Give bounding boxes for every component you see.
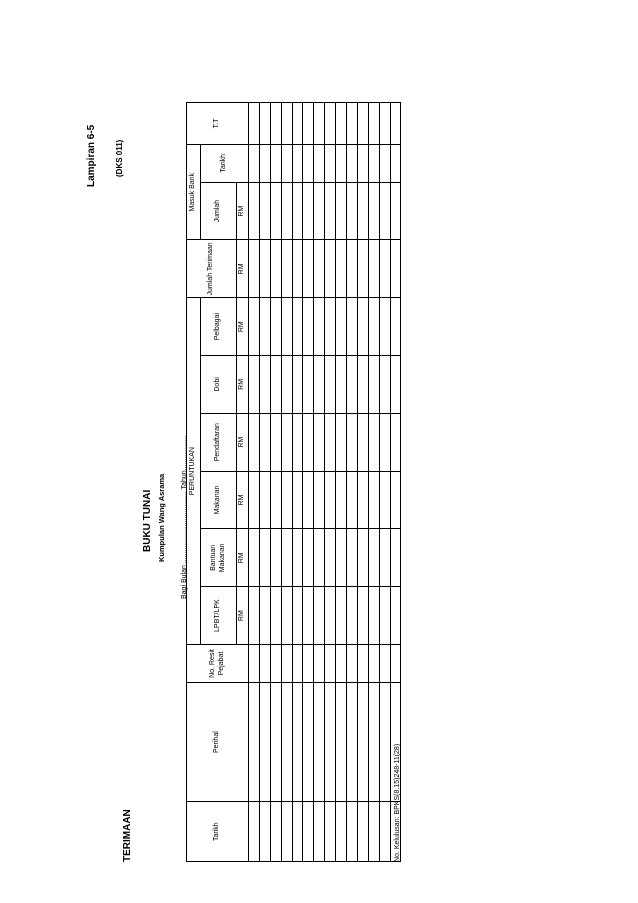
table-cell[interactable]	[390, 182, 401, 240]
table-cell[interactable]	[259, 645, 270, 683]
table-cell[interactable]	[314, 802, 325, 862]
table-cell[interactable]	[390, 240, 401, 298]
table-cell[interactable]	[270, 356, 281, 414]
table-cell[interactable]	[292, 587, 303, 645]
table-cell[interactable]	[390, 587, 401, 645]
table-cell[interactable]	[281, 645, 292, 683]
table-cell[interactable]	[303, 802, 314, 862]
table-cell[interactable]	[336, 144, 347, 182]
table-cell[interactable]	[292, 645, 303, 683]
period-line: Bagi Bulan ..................................... Tahun..................	[181, 435, 188, 599]
table-cell[interactable]	[336, 802, 347, 862]
table-cell[interactable]	[249, 144, 260, 182]
table-cell[interactable]	[390, 471, 401, 529]
table-cell[interactable]	[259, 802, 270, 862]
table-cell[interactable]	[303, 682, 314, 801]
table-cell[interactable]	[357, 471, 368, 529]
table-cell[interactable]	[347, 182, 358, 240]
table-cell[interactable]	[379, 471, 390, 529]
table-cell[interactable]	[357, 413, 368, 471]
table-cell[interactable]	[292, 356, 303, 414]
table-cell[interactable]	[270, 182, 281, 240]
table-cell[interactable]	[249, 802, 260, 862]
table-cell[interactable]	[314, 182, 325, 240]
table-cell[interactable]	[325, 298, 336, 356]
header-perihal: Perihal	[187, 682, 249, 801]
table-cell[interactable]	[325, 587, 336, 645]
table-row	[325, 103, 336, 862]
table-cell[interactable]	[292, 103, 303, 145]
table-cell[interactable]	[357, 356, 368, 414]
table-cell[interactable]	[368, 413, 379, 471]
table-cell[interactable]	[281, 413, 292, 471]
unit-cell: RM	[237, 529, 249, 587]
rotated-page	[64, 102, 584, 862]
table-cell[interactable]	[347, 298, 358, 356]
table-row	[259, 103, 270, 862]
table-cell[interactable]	[379, 144, 390, 182]
table-cell[interactable]	[347, 587, 358, 645]
table-row	[379, 103, 390, 862]
table-cell[interactable]	[357, 103, 368, 145]
unit-cell: RM	[237, 182, 249, 240]
table-cell[interactable]	[303, 144, 314, 182]
table-cell[interactable]	[303, 103, 314, 145]
table-cell[interactable]	[270, 529, 281, 587]
table-cell[interactable]	[314, 356, 325, 414]
table-cell[interactable]	[325, 471, 336, 529]
table-cell[interactable]	[314, 645, 325, 683]
table-cell[interactable]	[336, 471, 347, 529]
table-cell[interactable]	[281, 144, 292, 182]
table-cell[interactable]	[281, 471, 292, 529]
table-cell[interactable]	[368, 356, 379, 414]
table-cell[interactable]	[292, 413, 303, 471]
table-cell[interactable]	[249, 240, 260, 298]
table-cell[interactable]	[390, 356, 401, 414]
table-cell[interactable]	[379, 298, 390, 356]
table-cell[interactable]	[347, 144, 358, 182]
table-cell[interactable]	[314, 103, 325, 145]
header-jumlah: Jumlah	[201, 182, 237, 240]
table-cell[interactable]	[292, 240, 303, 298]
table-cell[interactable]	[281, 529, 292, 587]
table-cell[interactable]	[270, 587, 281, 645]
table-cell[interactable]	[303, 529, 314, 587]
header-makanan: Makanan	[201, 471, 237, 529]
table-cell[interactable]	[390, 529, 401, 587]
table-cell[interactable]	[390, 144, 401, 182]
table-cell[interactable]	[368, 298, 379, 356]
table-cell[interactable]	[325, 682, 336, 801]
table-row	[357, 103, 368, 862]
header-peruntukan: PERUNTUKAN	[187, 298, 201, 645]
table-cell[interactable]	[314, 682, 325, 801]
table-row	[281, 103, 292, 862]
header-tarikh: Tarikh	[187, 802, 249, 862]
table-cell[interactable]	[347, 413, 358, 471]
header-tarikh-bank: Tarikh	[201, 144, 249, 182]
table-cell[interactable]	[347, 529, 358, 587]
table-cell[interactable]	[368, 529, 379, 587]
table-cell[interactable]	[259, 144, 270, 182]
table-cell[interactable]	[379, 103, 390, 145]
table-cell[interactable]	[281, 103, 292, 145]
table-cell[interactable]	[292, 144, 303, 182]
table-cell[interactable]	[325, 413, 336, 471]
unit-cell: RM	[237, 298, 249, 356]
table-cell[interactable]	[357, 144, 368, 182]
table-cell[interactable]	[270, 802, 281, 862]
table-cell[interactable]	[249, 471, 260, 529]
table-cell[interactable]	[249, 103, 260, 145]
table-cell[interactable]	[249, 356, 260, 414]
table-cell[interactable]	[390, 413, 401, 471]
table-cell[interactable]	[249, 298, 260, 356]
table-row	[368, 103, 379, 862]
table-cell[interactable]	[368, 103, 379, 145]
header-pendaftaran: Pendaftaran	[201, 413, 237, 471]
table-cell[interactable]	[314, 471, 325, 529]
unit-cell: RM	[237, 413, 249, 471]
table-cell[interactable]	[368, 471, 379, 529]
table-cell[interactable]	[270, 413, 281, 471]
table-cell[interactable]	[259, 682, 270, 801]
table-cell[interactable]	[325, 356, 336, 414]
table-cell[interactable]	[347, 682, 358, 801]
table-cell[interactable]	[336, 240, 347, 298]
table-cell[interactable]	[379, 182, 390, 240]
table-cell[interactable]	[270, 645, 281, 683]
table-cell[interactable]	[303, 356, 314, 414]
table-cell[interactable]	[314, 240, 325, 298]
table-cell[interactable]	[270, 298, 281, 356]
table-cell[interactable]	[314, 529, 325, 587]
table-cell[interactable]	[281, 356, 292, 414]
table-cell[interactable]	[249, 645, 260, 683]
table-cell[interactable]	[368, 645, 379, 683]
table-cell[interactable]	[249, 413, 260, 471]
table-row	[336, 103, 347, 862]
table-cell[interactable]	[347, 103, 358, 145]
table-cell[interactable]	[325, 144, 336, 182]
table-cell[interactable]	[314, 587, 325, 645]
table-cell[interactable]	[292, 182, 303, 240]
table-cell[interactable]	[270, 103, 281, 145]
table-cell[interactable]	[325, 182, 336, 240]
header-resit: No. Resit Pejabat	[187, 645, 249, 683]
section-label: TERIMAAN	[122, 809, 133, 862]
document-subtitle: Kumpulan Wang Asrama	[157, 473, 166, 562]
table-cell[interactable]	[281, 682, 292, 801]
unit-cell: RM	[237, 240, 249, 298]
table-cell[interactable]	[292, 802, 303, 862]
table-cell[interactable]	[390, 645, 401, 683]
table-cell[interactable]	[379, 645, 390, 683]
header-dobi: Dobi	[201, 356, 237, 414]
table-cell[interactable]	[281, 587, 292, 645]
table-cell[interactable]	[292, 682, 303, 801]
table-cell[interactable]	[390, 298, 401, 356]
table-row	[249, 103, 260, 862]
approval-number: No. Kelulusan: BPKS(8.15)248-11(28)	[394, 743, 401, 862]
header-bantuan: Bantuan Makanan	[201, 529, 237, 587]
table-cell[interactable]	[357, 182, 368, 240]
table-cell[interactable]	[336, 413, 347, 471]
table-cell[interactable]	[379, 587, 390, 645]
table-cell[interactable]	[379, 413, 390, 471]
header-jumlah-terimaan: Jumlah Terimaan	[187, 240, 237, 298]
table-cell[interactable]	[379, 529, 390, 587]
table-row	[303, 103, 314, 862]
table-cell[interactable]	[325, 645, 336, 683]
table-cell[interactable]	[379, 682, 390, 801]
table-cell[interactable]	[336, 356, 347, 414]
table-cell[interactable]	[270, 240, 281, 298]
table-cell[interactable]	[325, 529, 336, 587]
table-cell[interactable]	[325, 240, 336, 298]
header-masuk-bank: Masuk Bank	[187, 144, 201, 240]
table-cell[interactable]	[347, 471, 358, 529]
table-cell[interactable]	[259, 240, 270, 298]
unit-cell: RM	[237, 356, 249, 414]
table-cell[interactable]	[314, 413, 325, 471]
table-cell[interactable]	[347, 356, 358, 414]
table-cell[interactable]	[368, 682, 379, 801]
document-title: BUKU TUNAI	[142, 489, 153, 552]
table-cell[interactable]	[336, 682, 347, 801]
table-cell[interactable]	[336, 103, 347, 145]
table-cell[interactable]	[259, 356, 270, 414]
table-cell[interactable]	[281, 802, 292, 862]
table-cell[interactable]	[357, 645, 368, 683]
table-cell[interactable]	[357, 240, 368, 298]
header-lpbt: LPBT/LPK	[201, 587, 237, 645]
table-cell[interactable]	[303, 587, 314, 645]
table-cell[interactable]	[281, 298, 292, 356]
table-cell[interactable]	[249, 529, 260, 587]
table-cell[interactable]	[249, 182, 260, 240]
header-pelbagai: Pelbagai	[201, 298, 237, 356]
table-cell[interactable]	[303, 182, 314, 240]
cash-book-table	[186, 102, 401, 862]
table-row	[292, 103, 303, 862]
table-cell[interactable]	[336, 182, 347, 240]
table-cell[interactable]	[259, 413, 270, 471]
table-cell[interactable]	[303, 240, 314, 298]
table-cell[interactable]	[347, 645, 358, 683]
table-cell[interactable]	[249, 587, 260, 645]
table-cell[interactable]	[314, 144, 325, 182]
table-cell[interactable]	[357, 802, 368, 862]
table-cell[interactable]	[357, 682, 368, 801]
table-cell[interactable]	[259, 182, 270, 240]
table-cell[interactable]	[292, 298, 303, 356]
table-cell[interactable]	[336, 645, 347, 683]
table-cell[interactable]	[357, 298, 368, 356]
table-cell[interactable]	[270, 471, 281, 529]
table-cell[interactable]	[368, 587, 379, 645]
table-cell[interactable]	[336, 529, 347, 587]
table-cell[interactable]	[249, 682, 260, 801]
table-cell[interactable]	[347, 240, 358, 298]
table-cell[interactable]	[336, 298, 347, 356]
form-code: (DKS 011)	[115, 139, 124, 177]
table-row	[314, 103, 325, 862]
table-cell[interactable]	[259, 103, 270, 145]
table-cell[interactable]	[379, 802, 390, 862]
table-cell[interactable]	[314, 298, 325, 356]
table-cell[interactable]	[303, 645, 314, 683]
table-cell[interactable]	[281, 240, 292, 298]
table-cell[interactable]	[347, 802, 358, 862]
table-row	[347, 103, 358, 862]
table-cell[interactable]	[303, 471, 314, 529]
table-cell[interactable]	[303, 413, 314, 471]
table-cell[interactable]	[292, 529, 303, 587]
table-cell[interactable]	[259, 471, 270, 529]
table-cell[interactable]	[292, 471, 303, 529]
appendix-label: Lampiran 6-5	[86, 124, 97, 187]
table-cell[interactable]	[368, 240, 379, 298]
table-cell[interactable]	[303, 298, 314, 356]
unit-cell: RM	[237, 587, 249, 645]
table-cell[interactable]	[368, 144, 379, 182]
unit-cell: RM	[237, 471, 249, 529]
table-row	[270, 103, 281, 862]
table-cell[interactable]	[357, 587, 368, 645]
table-cell[interactable]	[325, 802, 336, 862]
table-cell[interactable]	[368, 802, 379, 862]
table-cell[interactable]	[379, 240, 390, 298]
table-cell[interactable]	[325, 103, 336, 145]
table-cell[interactable]	[270, 682, 281, 801]
table-cell[interactable]	[368, 182, 379, 240]
table-cell[interactable]	[336, 587, 347, 645]
header-tt: T.T	[187, 103, 249, 145]
table-cell[interactable]	[270, 144, 281, 182]
table-cell[interactable]	[259, 587, 270, 645]
table-cell[interactable]	[379, 356, 390, 414]
table-cell[interactable]	[259, 529, 270, 587]
table-cell[interactable]	[281, 182, 292, 240]
table-cell[interactable]	[259, 298, 270, 356]
table-cell[interactable]	[357, 529, 368, 587]
table-cell[interactable]	[390, 103, 401, 145]
